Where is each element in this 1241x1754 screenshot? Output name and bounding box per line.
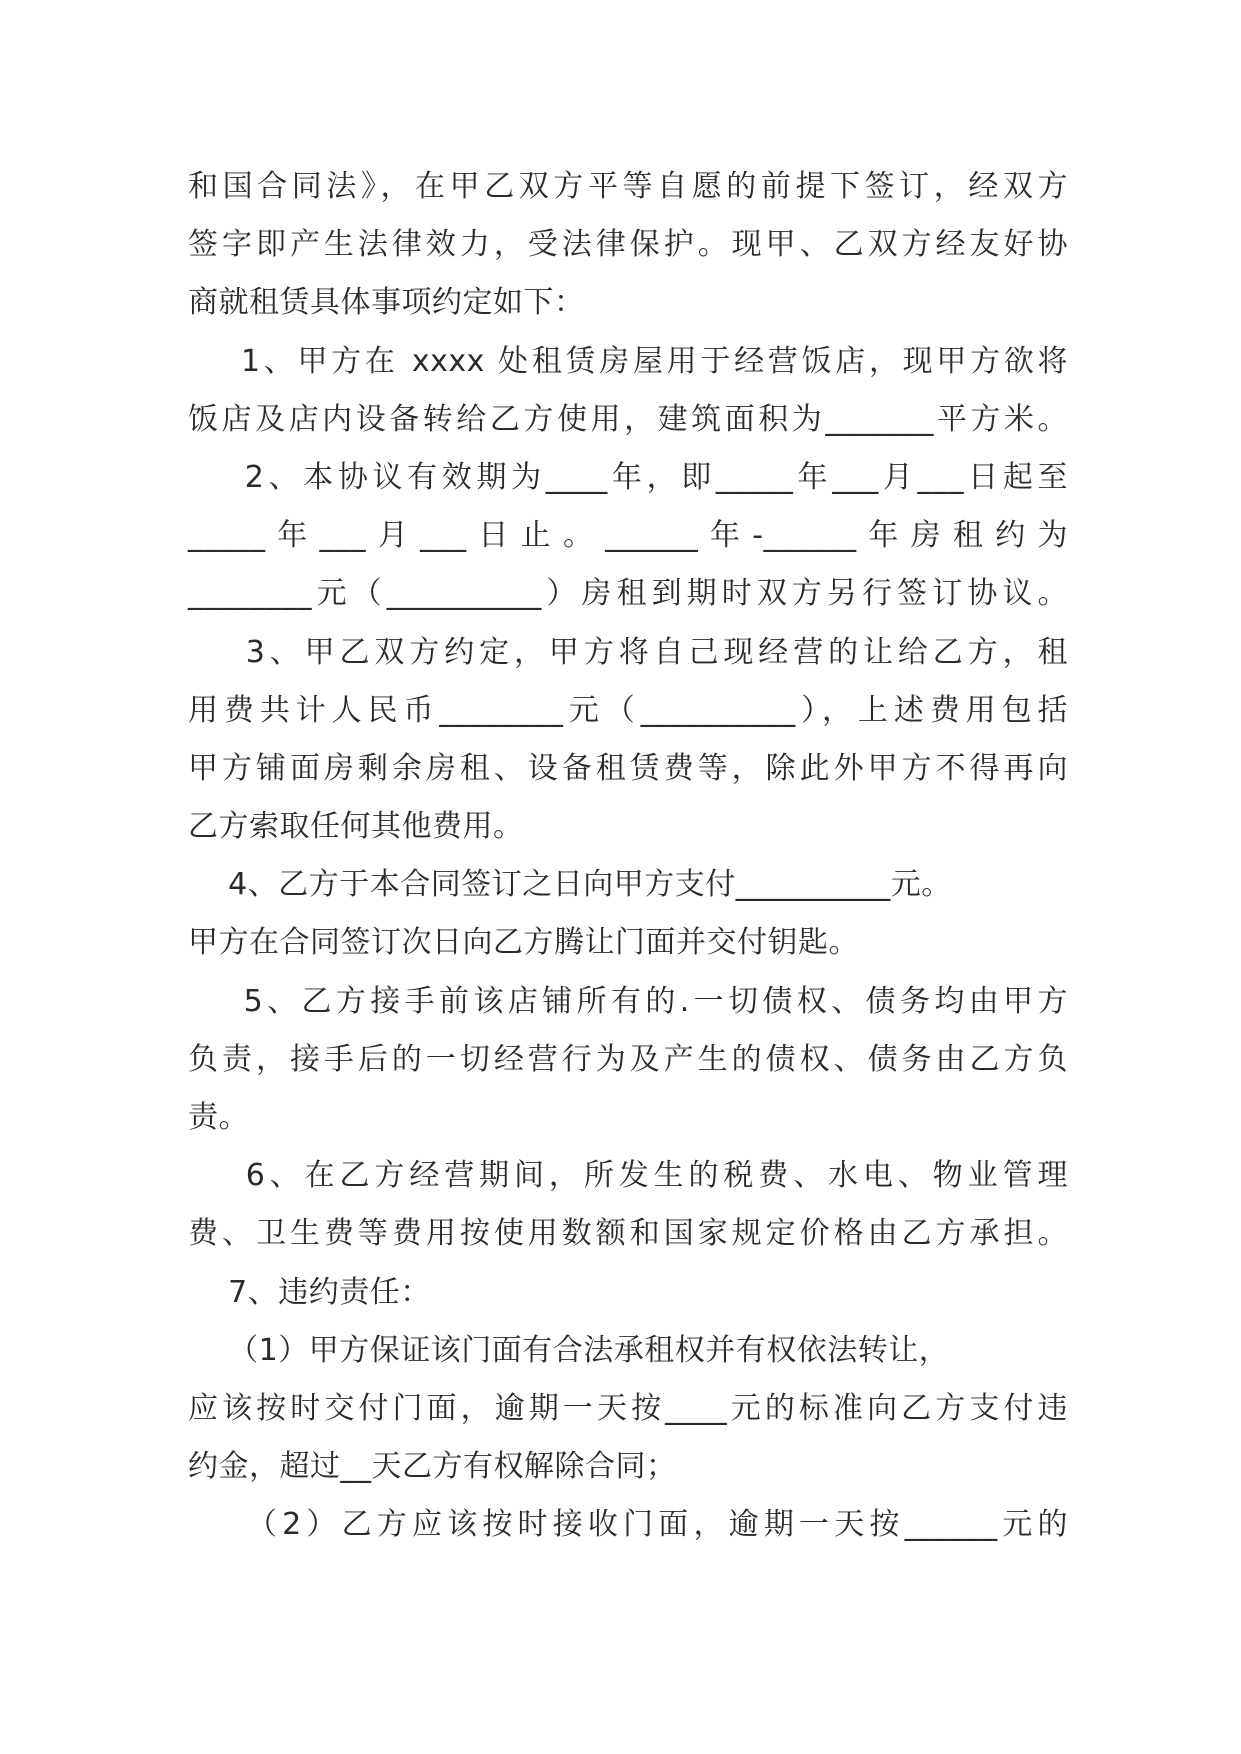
text-line: 乙方索取任何其他费用。	[188, 809, 524, 845]
text-line: 7、违约责任：	[188, 1274, 431, 1310]
text-line: _____年___月___日止。______年-______年房租约为	[188, 518, 1068, 554]
text-line: 费、卫生费等费用按使用数额和国家规定价格由乙方承担。	[188, 1216, 1068, 1252]
text-line: 商就租赁具体事项约定如下：	[188, 285, 585, 321]
text-line: 1、甲方在 xxxx 处租赁房屋用于经营饭店，现甲方欲将	[188, 343, 1068, 379]
text-line: 饭店及店内设备转给乙方使用，建筑面积为_______平方米。	[188, 401, 1068, 437]
text-line: 应该按时交付门面，逾期一天按____元的标准向乙方支付违	[188, 1390, 1068, 1426]
text-line: 甲方铺面房剩余房租、设备租赁费等，除此外甲方不得再向	[188, 750, 1068, 786]
text-line: 3、甲乙双方约定，甲方将自己现经营的让给乙方，租	[188, 634, 1068, 670]
text-line: 约金，超过__天乙方有权解除合同；	[188, 1449, 677, 1485]
text-line: 6、在乙方经营期间，所发生的税费、水电、物业管理	[188, 1158, 1068, 1194]
text-line: 2、本协议有效期为____年，即_____年___月___日起至	[188, 459, 1068, 495]
text-line: 签字即产生法律效力，受法律保护。现甲、乙双方经友好协	[188, 227, 1068, 263]
text-line: 用费共计人民币________元（__________），上述费用包括	[188, 692, 1068, 728]
text-line: （1）甲方保证该门面有合法承租权并有权依法转让，	[188, 1332, 950, 1368]
text-line: 5、乙方接手前该店铺所有的.一切债权、债务均由甲方	[188, 983, 1068, 1019]
text-line: 和国合同法》，在甲乙双方平等自愿的前提下签订，经双方	[188, 169, 1068, 204]
text-line: 甲方在合同签订次日向乙方腾让门面并交付钥匙。	[188, 925, 859, 961]
text-line: 负责，接手后的一切经营行为及产生的债权、债务由乙方负	[188, 1041, 1068, 1077]
text-line: （2）乙方应该按时接收门面，逾期一天按______元的	[188, 1507, 1068, 1543]
text-line: ________元（__________）房租到期时双方另行签订协议。	[188, 576, 1068, 612]
text-line: 责。	[188, 1100, 249, 1135]
contract-body	[188, 158, 1068, 1555]
text-line: 4、乙方于本合同签订之日向甲方支付__________元。	[188, 867, 952, 903]
